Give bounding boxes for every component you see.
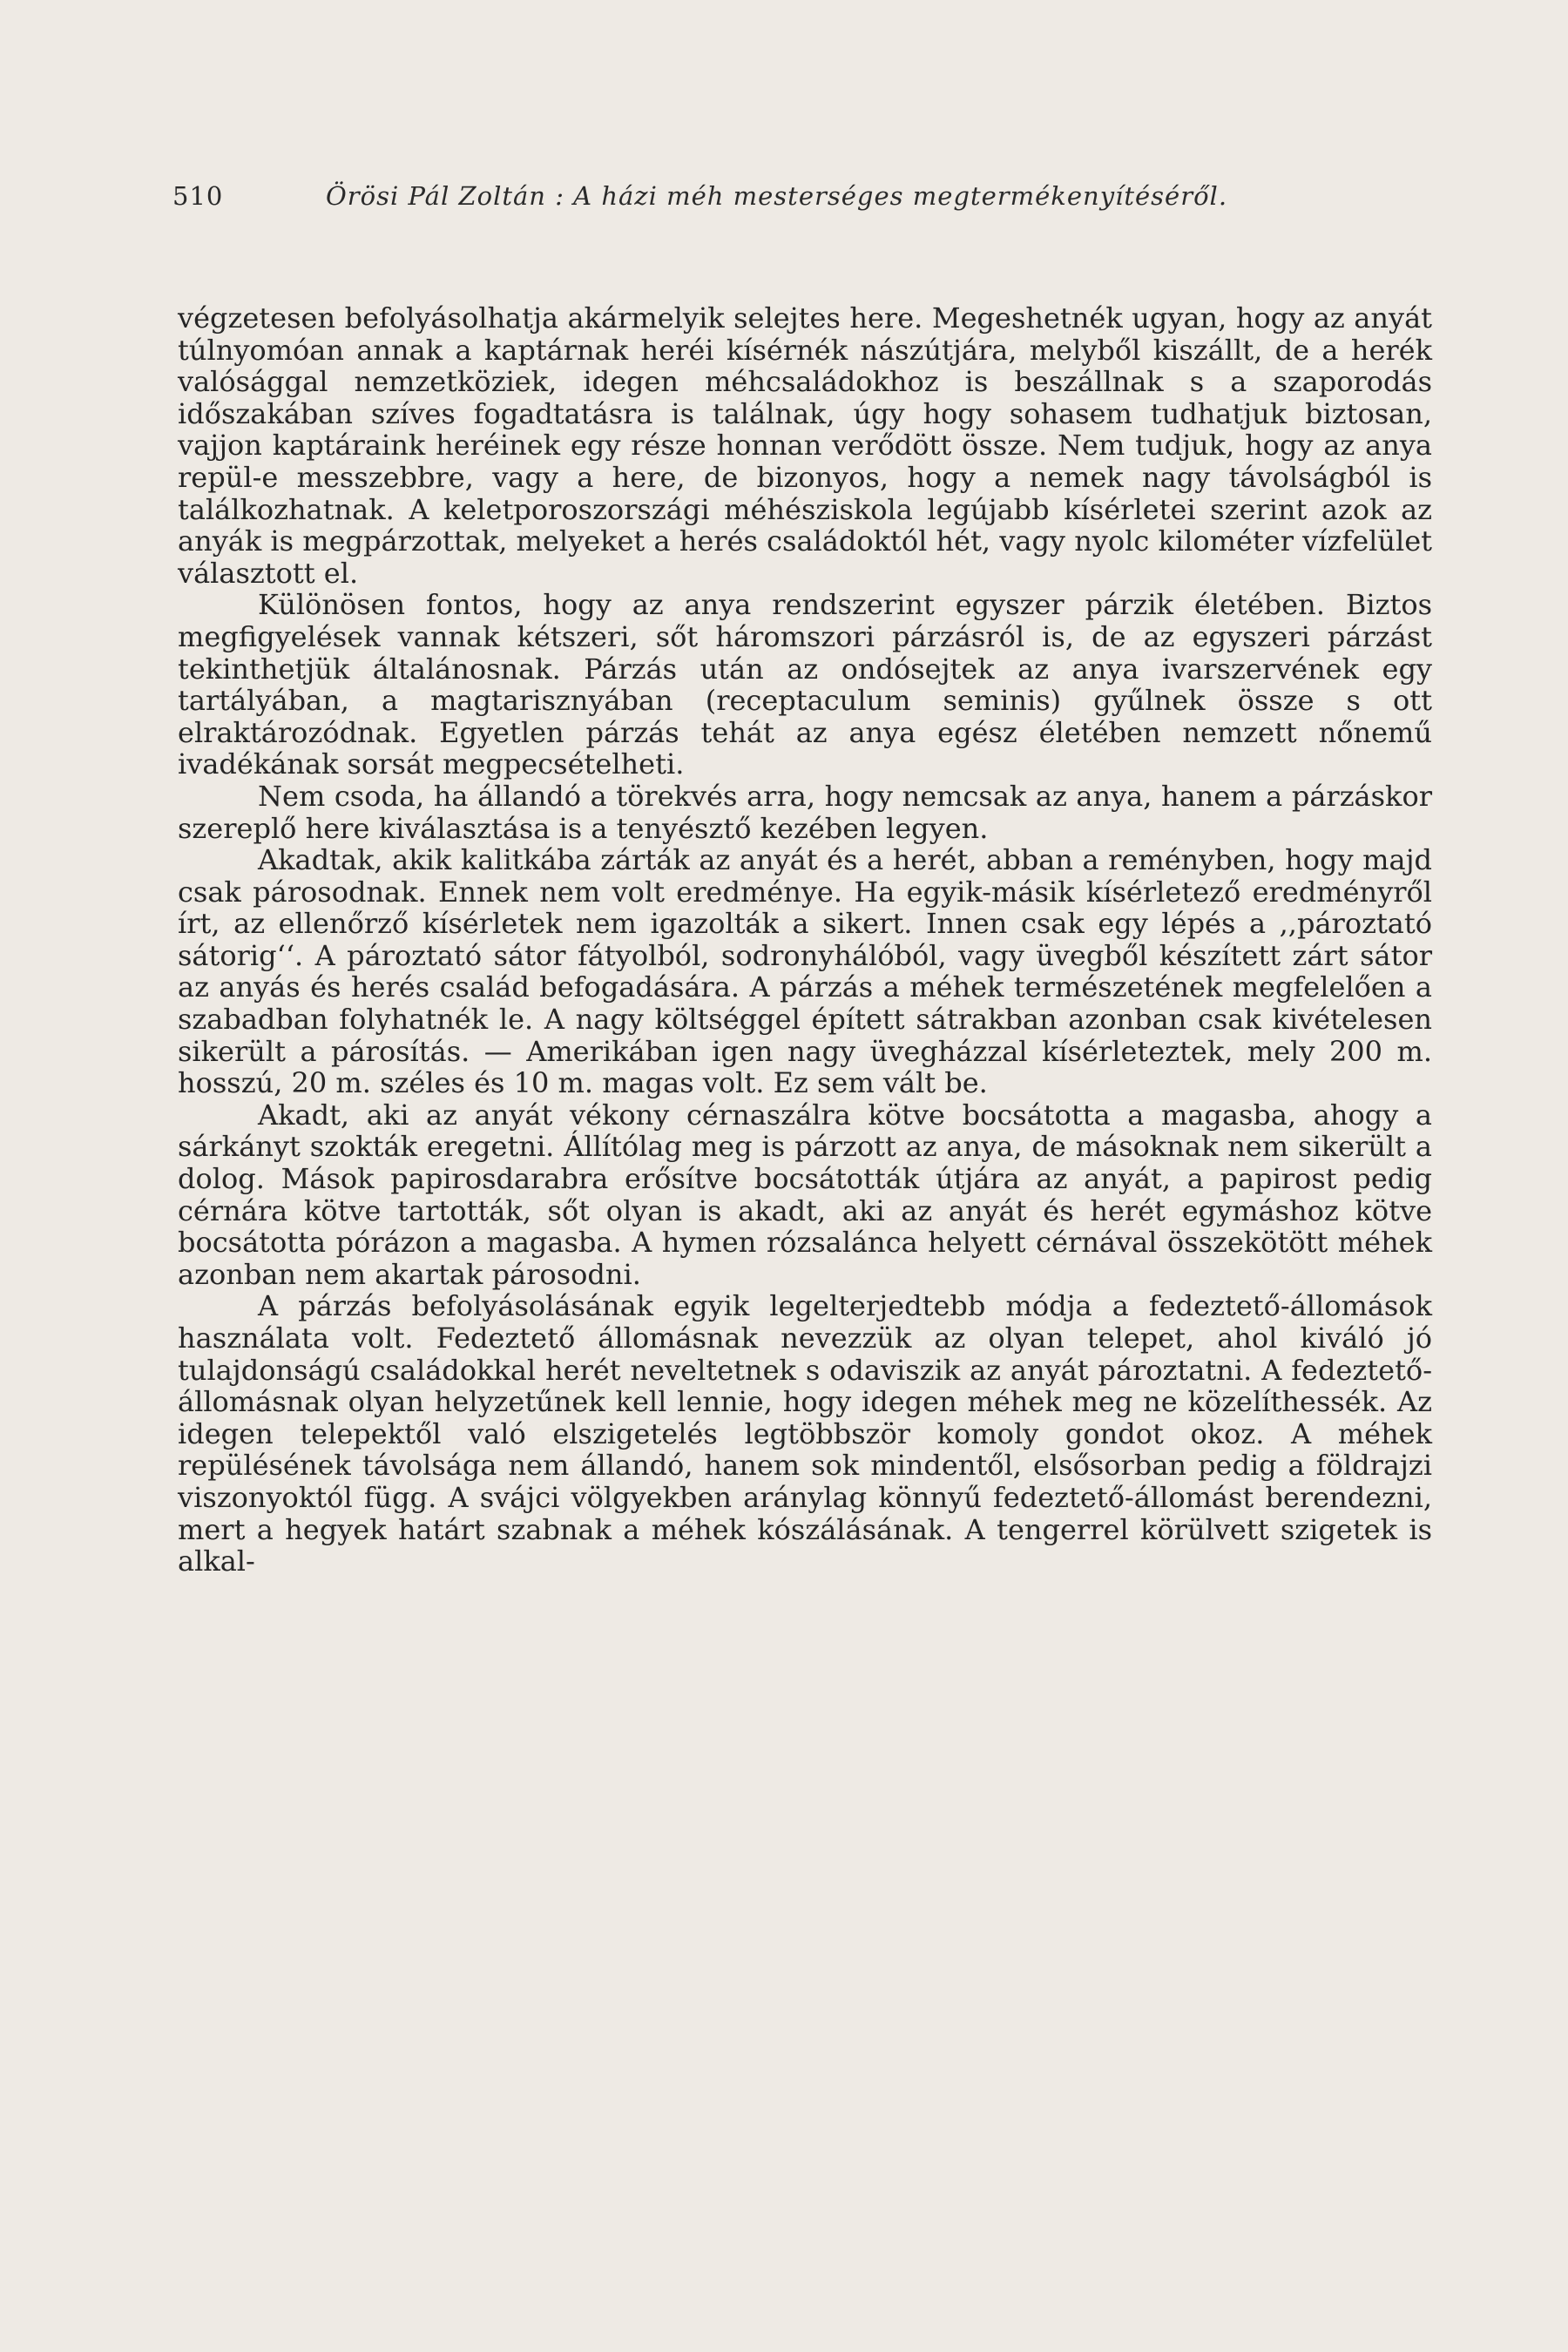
paragraph-1: végzetesen befolyásolhatja akármelyik selejtes here. Megeshetnék ugyan, hogy az anyát túlnyomóan annak a kaptárnak heréi kísérnék nászútjára, melyből kiszállt, de a herék valósággal nemzetköziek, idegen méhcsaládokhoz is beszállnak s a szaporodás időszakában szíves fogadtatásra is találnak, úgy hogy sohasem tudhatjuk biztosan, vajjon kaptáraink heréinek egy része honnan verődött össze. Nem tudjuk, hogy az anya repül-e messzebbre, vagy a here, de bizonyos, hogy a nemek nagy távolságból is találkozhatnak. A keletporoszországi méhésziskola legújabb kísérletei szerint azok az anyák is megpárzottak, melyeket a herés családoktól hét, vagy nyolc kilométer vízfelület választott el.	[178, 301, 1432, 590]
paragraph-5: Akadt, aki az anyát vékony cérnaszálra kötve bocsátotta a magasba, ahogy a sárkányt szokták eregetni. Állítólag meg is párzott az anya, de másoknak nem sikerült a dolog. Mások papirosdarabra erősítve bocsátották útjára az anyát, a papirost pedig cérnára kötve tartották, sőt olyan is akadt, aki az anyát és herét egymáshoz kötve bocsátotta pórázon a magasba. A hymen rózsaláncа helyett cérnával összekötött méhek azonban nem akartak párosodni.	[178, 1098, 1432, 1291]
page-number: 510	[172, 181, 224, 211]
paragraph-3: Nem csoda, ha állandó a törekvés arra, hogy nemcsak az anya, hanem a párzáskor szereplő here kiválasztása is a tenyésztő kezében legyen.	[178, 779, 1432, 845]
running-title: Örösi Pál Zoltán : A házi méh mesterséges megtermékenyítéséről.	[326, 181, 1228, 211]
page-header	[172, 181, 1436, 216]
paragraph-4: Akadtak, akik kalitkába zárták az anyát és a herét, abban a reményben, hogy majd csak párosodnak. Ennek nem volt eredménye. Ha egyik-másik kísérletező eredményről írt, az ellenőrző kísérletek nem igazolták a sikert. Innen csak egy lépés a ,,pároztató sátorig‘‘. A pároztató sátor fátyolból, sodronyhálóból, vagy üvegből készített zárt sátor az anyás és herés család befogadására. A párzás a méhek természetének megfelelően a szabadban folyhatnék le. A nagy költséggel épített sátrakban azonban csak kivételesen sikerült a párosítás. — Amerikában igen nagy üvegházzal kísérleteztek, mely 200 m. hosszú, 20 m. széles és 10 m. magas volt. Ez sem vált be.	[178, 843, 1432, 1100]
paragraph-6: A párzás befolyásolásának egyik legelterjedtebb módja a fedeztető-állomások használata volt. Fedeztető állomásnak nevezzük az olyan telepet, ahol kiváló jó tulajdonságú családokkal herét neveltetnek s odaviszik az anyát pároztatni. A fedeztető-állomásnak olyan helyzetűnek kell lennie, hogy idegen méhek meg ne közelíthessék. Az idegen telepektől való elszigetelés legtöbbször komoly gondot okoz. A méhek repülésének távolsága nem állandó, hanem sok mindentől, elsősorban pedig a földrajzi viszonyoktól függ. A svájci völgyekben aránylag könnyű fedeztető-állomást berendezni, mert a hegyek határt szabnak a méhek kószálásának. A tengerrel körülvett szigetek is alkal-	[178, 1289, 1432, 1578]
body-text	[178, 302, 1432, 1578]
paragraph-2: Különösen fontos, hogy az anya rendszerint egyszer párzik életében. Biztos megfigyelések vannak kétszeri, sőt háromszori párzásról is, de az egyszeri párzást tekinthetjük általánosnak. Párzás után az ondósejtek az anya ivarszervének egy tartályában, a magtarisznyában (receptaculum seminis) gyűlnek össze s ott elraktározódnak. Egyetlen párzás tehát az anya egész életében nemzett nőnemű ivadékának sorsát megpecsételheti.	[178, 588, 1432, 781]
